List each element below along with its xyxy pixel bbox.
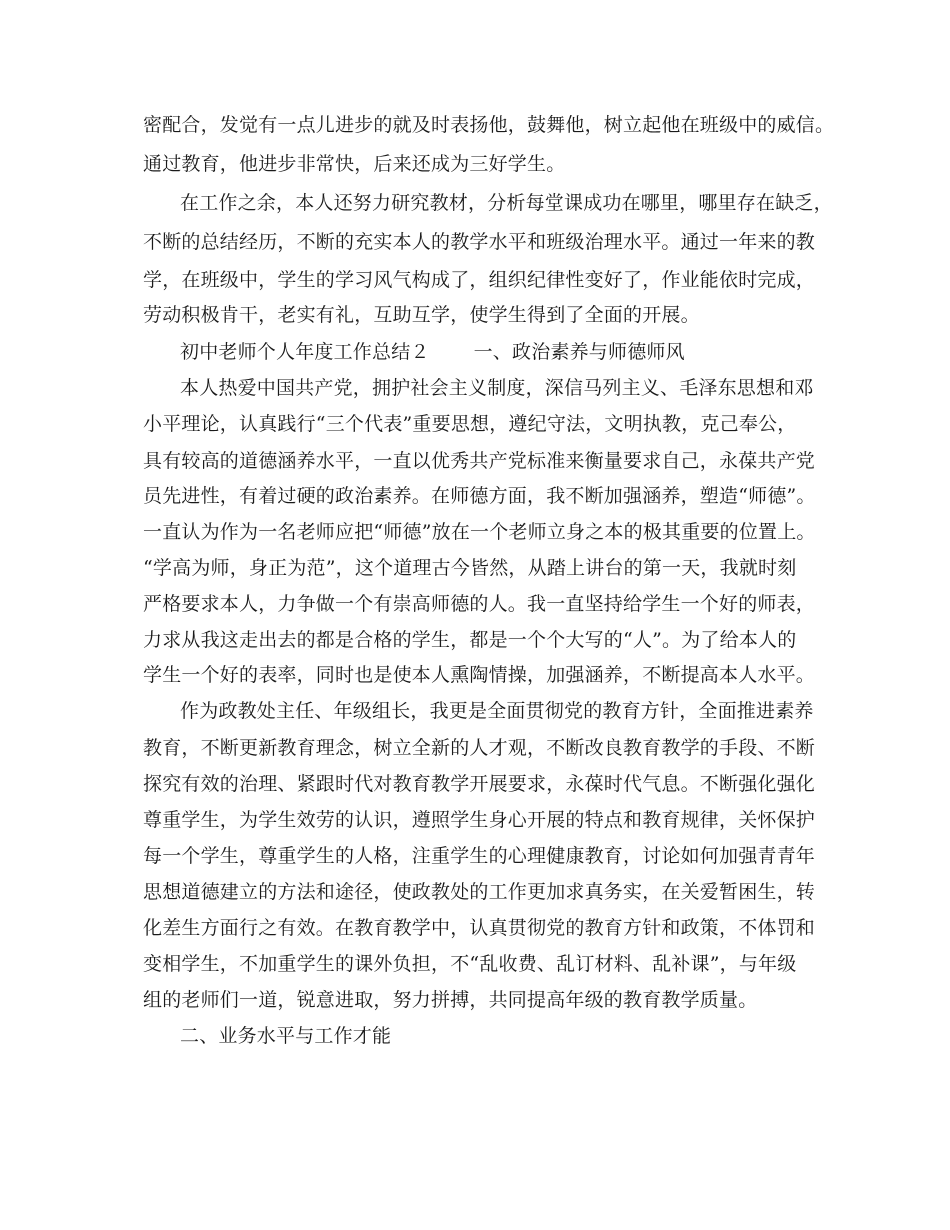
text-line: 劳动积极肯干，老实有礼，互助互学，使学生得到了全面的开展。 <box>143 304 700 326</box>
section-heading: 一、政治素养与师德师风 <box>473 341 685 363</box>
text-line: 员先进性，有着过硬的政治素养。在师德方面，我不断加强涵养，塑造“师德”。 <box>143 485 816 507</box>
text-line: 每一个学生，尊重学生的人格，注重学生的心理健康教育，讨论如何加强青青年 <box>143 845 816 867</box>
text-line: 力求从我这走出去的都是合格的学生，都是一个个大写的“人”。为了给本人的 <box>143 629 797 651</box>
paragraph-start-line: 作为政教处主任、年级组长，我更是全面贯彻党的教育方针，全面推进素养 <box>180 700 814 722</box>
text-line: “学高为师，身正为范”，这个道理古今皆然，从踏上讲台的第一天，我就时刻 <box>143 557 797 579</box>
text-line: 严格要求本人，力争做一个有崇高师德的人。我一直坚持给学生一个好的师表， <box>143 593 816 615</box>
article-title: 初中老师个人年度工作总结２ <box>180 341 430 363</box>
text-line: 一直认为作为一名老师应把“师德”放在一个老师立身之本的极其重要的位置上。 <box>143 521 816 543</box>
section-heading: 二、业务水平与工作才能 <box>180 1025 392 1047</box>
paragraph-start-line: 本人热爱中国共产党，拥护社会主义制度，深信马列主义、毛泽东思想和邓 <box>180 377 814 399</box>
text-line: 思想道德建立的方法和途径，使政教处的工作更加求真务实，在关爱暂困生，转 <box>143 881 816 903</box>
text-line: 教育，不断更新教育理念，树立全新的人才观，不断改良教育教学的手段、不断 <box>143 737 816 759</box>
text-line: 通过教育，他进步非常快，后来还成为三好学生。 <box>143 153 566 175</box>
text-line: 学生一个好的表率，同时也是使本人熏陶情操，加强涵养，不断提高本人水平。 <box>143 664 816 686</box>
text-line: 尊重学生，为学生效劳的认识，遵照学生身心开展的特点和教育规律，关怀保护 <box>143 809 816 831</box>
text-line: 探究有效的治理、紧跟时代对教育教学开展要求，永葆时代气息。不断强化强化 <box>143 773 816 795</box>
text-line: 学，在班级中，学生的学习风气构成了，组织纪律性变好了，作业能依时完成， <box>143 269 816 291</box>
paragraph-start-line: 在工作之余，本人还努力研究教材，分析每堂课成功在哪里，哪里存在缺乏， <box>180 192 833 214</box>
text-line: 化差生方面行之有效。在教育教学中，认真贯彻党的教育方针和政策，不体罚和 <box>143 917 816 939</box>
text-line: 具有较高的道德涵养水平，一直以优秀共产党标准来衡量要求自己，永葆共产党 <box>143 450 816 472</box>
text-line: 小平理论，认真践行“三个代表”重要思想，遵纪守法，文明执教，克己奉公， <box>143 413 797 435</box>
text-line: 密配合，发觉有一点儿进步的就及时表扬他，鼓舞他，树立起他在班级中的威信。 <box>143 114 835 136</box>
section-heading-line <box>180 340 685 364</box>
text-line: 变相学生，不加重学生的课外负担，不“乱收费、乱订材料、乱补课”，与年级 <box>143 953 797 975</box>
text-line: 不断的总结经历，不断的充实本人的教学水平和班级治理水平。通过一年来的教 <box>143 231 816 253</box>
text-line: 组的老师们一道，锐意进取，努力拼搏，共同提高年级的教育教学质量。 <box>143 989 758 1011</box>
